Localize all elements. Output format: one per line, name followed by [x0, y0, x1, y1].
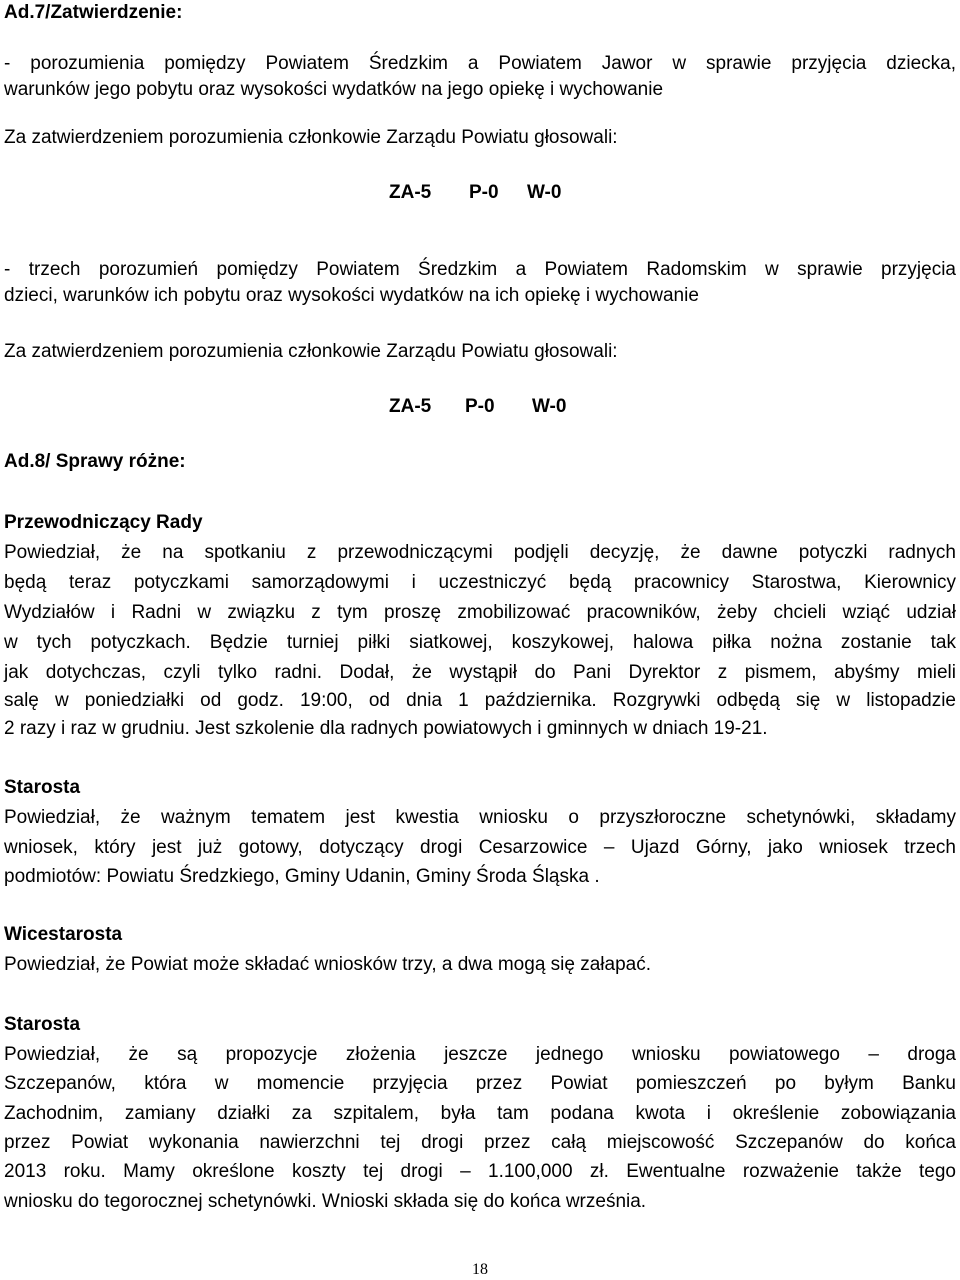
page-number: 18	[472, 1261, 488, 1278]
statement-line: jak dotychczas, czyli tylko radni. Dodał, że wystąpił do Pani Dyrektor z pismem, abyśmy mieli	[4, 662, 956, 683]
vote-abstain: W-0	[532, 396, 567, 417]
section-heading-ad8: Ad.8/ Sprawy różne:	[4, 451, 186, 472]
statement-line: Powiedział, że Powiat może składać wniosków trzy, a dwa mogą się załapać.	[4, 954, 651, 975]
vote-abstain: W-0	[527, 182, 562, 203]
item2-vote-intro: Za zatwierdzeniem porozumienia członkowie Zarządu Powiatu głosowali:	[4, 341, 618, 362]
statement-line: 2013 roku. Mamy określone koszty tej drogi – 1.100,000 zł. Ewentualne rozważenie także tego	[4, 1161, 956, 1182]
speaker-name: Wicestarosta	[4, 924, 123, 945]
item1-line-2: warunków jego pobytu oraz wysokości wydatków na jego opiekę i wychowanie	[4, 79, 664, 100]
statement-line: podmiotów: Powiatu Średzkiego, Gminy Udanin, Gminy Środa Śląska .	[4, 866, 600, 887]
item1-vote-result	[389, 180, 561, 206]
statement-line: przez Powiat wykonania nawierzchni tej drogi przez całą miejscowość Szczepanów do końca	[4, 1132, 956, 1153]
statement-line: będą teraz potyczkami samorządowymi i uczestniczyć będą pracownicy Starostwa, Kierownicy	[4, 572, 956, 593]
statement-line: salę w poniedziałki od godz. 19:00, od dnia 1 października. Rozgrywki odbędą się w listopadzie	[4, 690, 956, 711]
section-heading-ad7: Ad.7/Zatwierdzenie:	[4, 2, 183, 23]
statement-line: Powiedział, że na spotkaniu z przewodniczącymi podjęli decyzję, że dawne potyczki radnych	[4, 542, 956, 563]
speaker-name: Przewodniczący Rady	[4, 512, 203, 533]
statement-line: wniosku do tegorocznej schetynówki. Wnioski składa się do końca września.	[4, 1191, 647, 1212]
statement-line: 2 razy i raz w grudniu. Jest szkolenie dla radnych powiatowych i gminnych w dniach 19-21.	[4, 718, 768, 739]
statement-line: Zachodnim, zamiany działki za szpitalem, była tam podana kwota i określenie zobowiązania	[4, 1103, 956, 1124]
statement-line: Wydziałów i Radni w związku z tym proszę zmobilizować pracowników, żeby chcieli wziąć udział	[4, 602, 956, 623]
vote-for: ZA-5	[389, 182, 432, 203]
statement-line: Szczepanów, która w momencie przyjęcia przez Powiat pomieszczeń po byłym Banku	[4, 1073, 956, 1094]
vote-for: ZA-5	[389, 396, 432, 417]
statement-line: Powiedział, że ważnym tematem jest kwestia wniosku o przyszłoroczne schetynówki, składamy	[4, 807, 956, 828]
speaker-name: Starosta	[4, 1014, 81, 1035]
vote-against: P-0	[469, 182, 499, 203]
item2-line-1: - trzech porozumień pomiędzy Powiatem Średzkim a Powiatem Radomskim w sprawie przyjęcia	[4, 259, 956, 280]
speaker-name: Starosta	[4, 777, 81, 798]
item1-vote-intro: Za zatwierdzeniem porozumienia członkowie Zarządu Powiatu głosowali:	[4, 127, 618, 148]
vote-against: P-0	[465, 396, 495, 417]
statement-line: Powiedział, że są propozycje złożenia jeszcze jednego wniosku powiatowego – droga	[4, 1044, 956, 1065]
statement-line: w tych potyczkach. Będzie turniej piłki siatkowej, koszykowej, halowa piłka nożna zostanie tak	[4, 632, 956, 653]
item2-vote-result	[389, 394, 566, 420]
item1-line-1: - porozumienia pomiędzy Powiatem Średzkim a Powiatem Jawor w sprawie przyjęcia dziecka,	[4, 53, 956, 74]
item2-line-2: dzieci, warunków ich pobytu oraz wysokości wydatków na ich opiekę i wychowanie	[4, 285, 699, 306]
statement-line: wniosek, który jest już gotowy, dotyczący drogi Cesarzowice – Ujazd Górny, jako wniosek trzech	[4, 837, 956, 858]
